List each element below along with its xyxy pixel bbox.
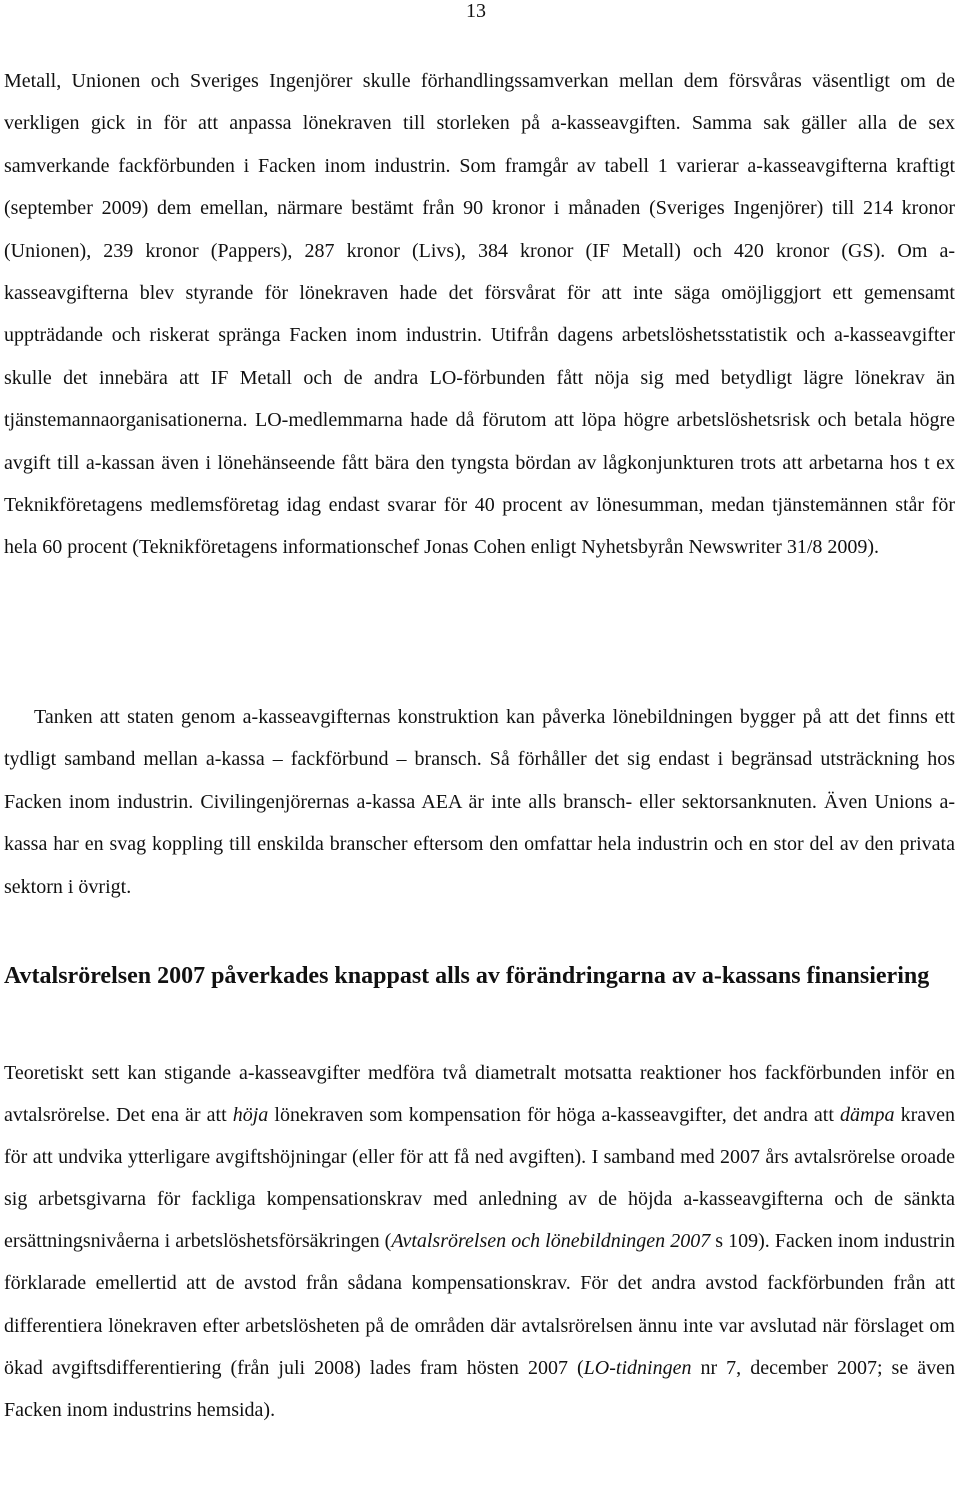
page-number: 13 (466, 0, 486, 22)
paragraph-3-text-4: s 109). Facken inom industrin förklarade emellertid att de avstod från sådana kompensationskrav. För det andra avstod fackförbunden från att differentiera lönekraven efter arbetslösheten på de områden där avtalsrörelsen ännu inte var avslutad när förslaget om ökad avgiftsdifferentiering (från juli 2008) lades fram hösten 2007 ( (4, 1230, 955, 1379)
paragraph-3-text-1: Teoretiskt sett kan stigande a-kasseavgifter medföra två diametralt motsatta reaktioner hos fackförbunden inför en avtalsrörelse. Det ena är att (4, 1062, 955, 1127)
emphasis-hoja: höja (232, 1104, 269, 1127)
section-heading: Avtalsrörelsen 2007 påverkades knappast alls av förändringarna av a-kassans finansiering (4, 963, 930, 989)
emphasis-dampa: dämpa (840, 1104, 895, 1127)
citation-title: Avtalsrörelsen och lönebildningen 2007 (391, 1230, 711, 1253)
paragraph-3-text-2: lönekraven som kompensation för höga a-kasseavgifter, det andra att (268, 1104, 841, 1127)
citation-lo-tidningen: LO-tidningen (583, 1356, 692, 1379)
body-paragraph-2: Tanken att staten genom a-kasseavgifternas konstruktion kan påverka lönebildningen bygger på att det finns ett tydligt samband mellan a-kassa – fackförbund – bransch. Så förhåller det sig endast i begränsad utsträckning hos Facken inom industrin. Civilingenjörernas a-kassa AEA är inte alls bransch- eller sektorsanknuten. Även Unions a-kassa har en svag koppling till enskilda branscher eftersom den omfattar hela industrin och en stor del av den privata sektorn i övrigt. (4, 706, 955, 898)
body-paragraph-3 (4, 1052, 955, 1431)
paragraph-3-text-5: nr 7, december 2007; se även Facken inom industrins hemsida). (4, 1356, 956, 1421)
body-paragraph-1: Metall, Unionen och Sveriges Ingenjörer skulle förhandlingssamverkan mellan dem försvåras väsentligt om de verkligen gick in för att anpassa lönekraven till storleken på a-kasseavgiften. Samma sak gäller alla de sex samverkande fackförbunden i Facken inom industrin. Som framgår av tabell 1 varierar a-kasseavgifterna kraftigt (september 2009) dem emellan, närmare bestämt från 90 kronor i månaden (Sveriges Ingenjörer) till 214 kronor (Unionen), 239 kronor (Pappers), 287 kronor (Livs), 384 kronor (IF Metall) och 420 kronor (GS). Om a-kasseavgifterna blev styrande för lönekraven hade det försvårat för att inte säga omöjliggjort ett gemensamt uppträdande och riskerat spränga Facken inom industrin. Utifrån dagens arbetslöshetsstatistik och a-kasseavgifter skulle det innebära att IF Metall och de andra LO-förbunden fått nöja sig med betydligt lägre lönekrav än tjänstemannaorganisationerna. LO-medlemmarna hade då förutom att löpa högre arbetslöshetsrisk och betala högre avgift till a-kassan även i lönehänseende fått bära den tyngsta bördan av lågkonjunkturen trots att arbetarna hos t ex Teknikföretagens medlemsföretag idag endast svarar för 40 procent av lönesumman, medan tjänstemännen står för hela 60 procent (Teknikföretagens informationschef Jonas Cohen enligt Nyhetsbyrån Newswriter 31/8 2009). (4, 70, 955, 559)
paragraph-3-text-3: kraven för att undvika ytterligare avgiftshöjningar (eller för att få ned avgiften). I samband med 2007 års avtalsrörelse oroade sig arbetsgivarna för fackliga kompensationskrav med anledning av de höjda a-kasseavgifterna och de sänkta ersättningsnivåerna i arbetslöshetsförsäkringen ( (4, 1104, 955, 1253)
